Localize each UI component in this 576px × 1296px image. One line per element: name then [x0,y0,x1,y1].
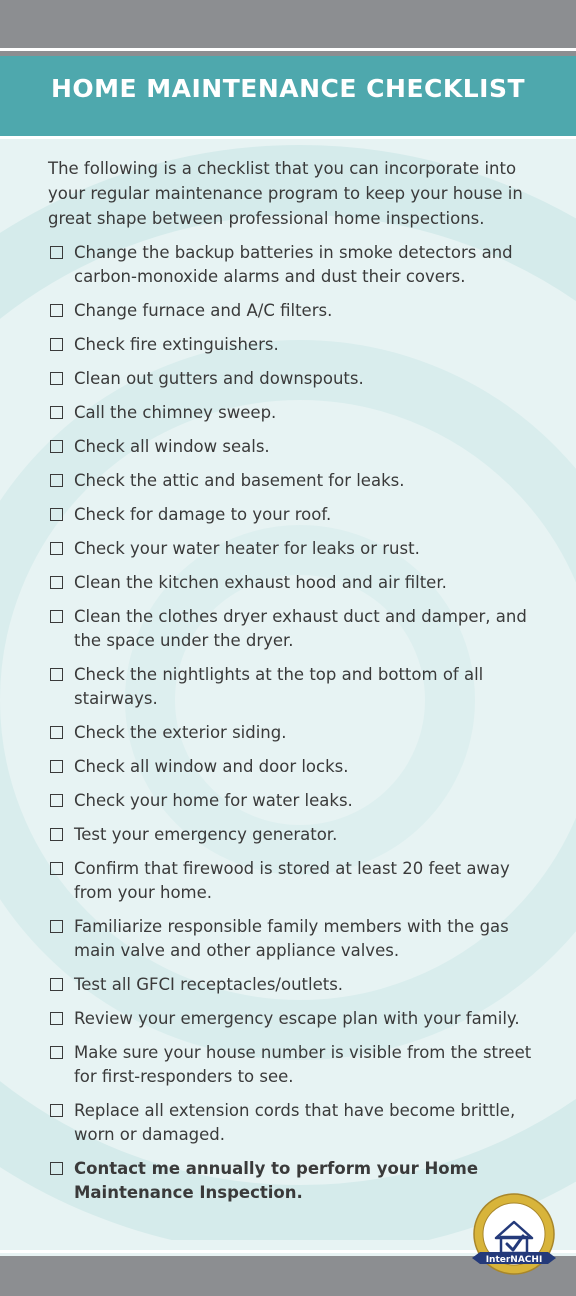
checkbox-icon[interactable] [50,828,63,841]
checklist-item [48,915,548,963]
checkbox-icon[interactable] [50,304,63,317]
checklist-item [48,469,548,493]
checklist-item [48,789,548,813]
checklist-item-label: Check your home for water leaks. [74,791,353,810]
checklist-item [48,857,548,905]
checklist-item-label: Change the backup batteries in smoke detectors and carbon-monoxide alarms and dust their covers. [74,243,513,286]
checklist-item-label: Make sure your house number is visible from the street for first-responders to see. [74,1043,532,1086]
checkbox-icon[interactable] [50,920,63,933]
checkbox-icon[interactable] [50,246,63,259]
page-title: HOME MAINTENANCE CHECKLIST [50,74,526,103]
checklist-item-label: Confirm that firewood is stored at least 20 feet away from your home. [74,859,510,902]
checklist-item-label: Replace all extension cords that have become brittle, worn or damaged. [74,1101,516,1144]
internachi-seal-logo [470,1192,558,1280]
checkbox-icon[interactable] [50,372,63,385]
checkbox-icon[interactable] [50,1162,63,1175]
checklist-item [48,435,548,459]
header-banner [0,56,576,139]
checkbox-icon[interactable] [50,576,63,589]
checkbox-icon[interactable] [50,406,63,419]
checklist-item-label: Check all window seals. [74,437,270,456]
checkbox-icon[interactable] [50,440,63,453]
top-divider [0,48,576,51]
checkbox-icon[interactable] [50,726,63,739]
checkbox-icon[interactable] [50,1104,63,1117]
checklist-item [48,755,548,779]
checkbox-icon[interactable] [50,978,63,991]
checkbox-icon[interactable] [50,794,63,807]
checklist-item [48,571,548,595]
checklist-item [48,1007,548,1031]
checklist-item [48,241,548,289]
checklist-item-label: Call the chimney sweep. [74,403,277,422]
checkbox-icon[interactable] [50,862,63,875]
checklist-item-label: Check for damage to your roof. [74,505,332,524]
checkbox-icon[interactable] [50,760,63,773]
checklist-item [48,823,548,847]
checklist-item [48,605,548,653]
checkbox-icon[interactable] [50,474,63,487]
checklist-item [48,721,548,745]
seal-ribbon-text: InterNACHI [485,1255,543,1265]
checklist-item [48,1041,548,1089]
checklist-item-label: Change furnace and A/C filters. [74,301,333,320]
checklist-item-label: Familiarize responsible family members with the gas main valve and other appliance valves. [74,917,509,960]
checklist-item [48,367,548,391]
content-area [48,156,548,1215]
checklist-item-label: Test your emergency generator. [74,825,338,844]
checklist-item-label: Review your emergency escape plan with your family. [74,1009,520,1028]
checklist-item-label: Clean out gutters and downspouts. [74,369,364,388]
checklist-item-label: Test all GFCI receptacles/outlets. [74,975,344,994]
checklist-item [48,537,548,561]
checkbox-icon[interactable] [50,508,63,521]
checklist-item [48,973,548,997]
checklist-item [48,333,548,357]
checklist-item [48,401,548,425]
checklist-item-label: Check the nightlights at the top and bottom of all stairways. [74,665,484,708]
checklist-item [48,663,548,711]
checkbox-icon[interactable] [50,1046,63,1059]
checklist-item-label: Check your water heater for leaks or rust. [74,539,420,558]
checklist-item [48,1099,548,1147]
checkbox-icon[interactable] [50,338,63,351]
checklist-item-label: Check fire extinguishers. [74,335,279,354]
checklist-item-label: Check the exterior siding. [74,723,287,742]
checkbox-icon[interactable] [50,610,63,623]
checkbox-icon[interactable] [50,668,63,681]
checkbox-icon[interactable] [50,1012,63,1025]
checklist-item [48,299,548,323]
checklist-item [48,503,548,527]
checkbox-icon[interactable] [50,542,63,555]
checklist-item-label: Contact me annually to perform your Home Maintenance Inspection. [74,1159,479,1202]
checklist-item-label: Clean the kitchen exhaust hood and air filter. [74,573,447,592]
checklist [48,241,548,1205]
checklist-item-label: Check all window and door locks. [74,757,349,776]
checklist-item-label: Clean the clothes dryer exhaust duct and damper, and the space under the dryer. [74,607,527,650]
intro-paragraph: The following is a checklist that you can incorporate into your regular maintenance program to keep your house in great shape between professional home inspections. [48,159,523,228]
checklist-item-label: Check the attic and basement for leaks. [74,471,405,490]
